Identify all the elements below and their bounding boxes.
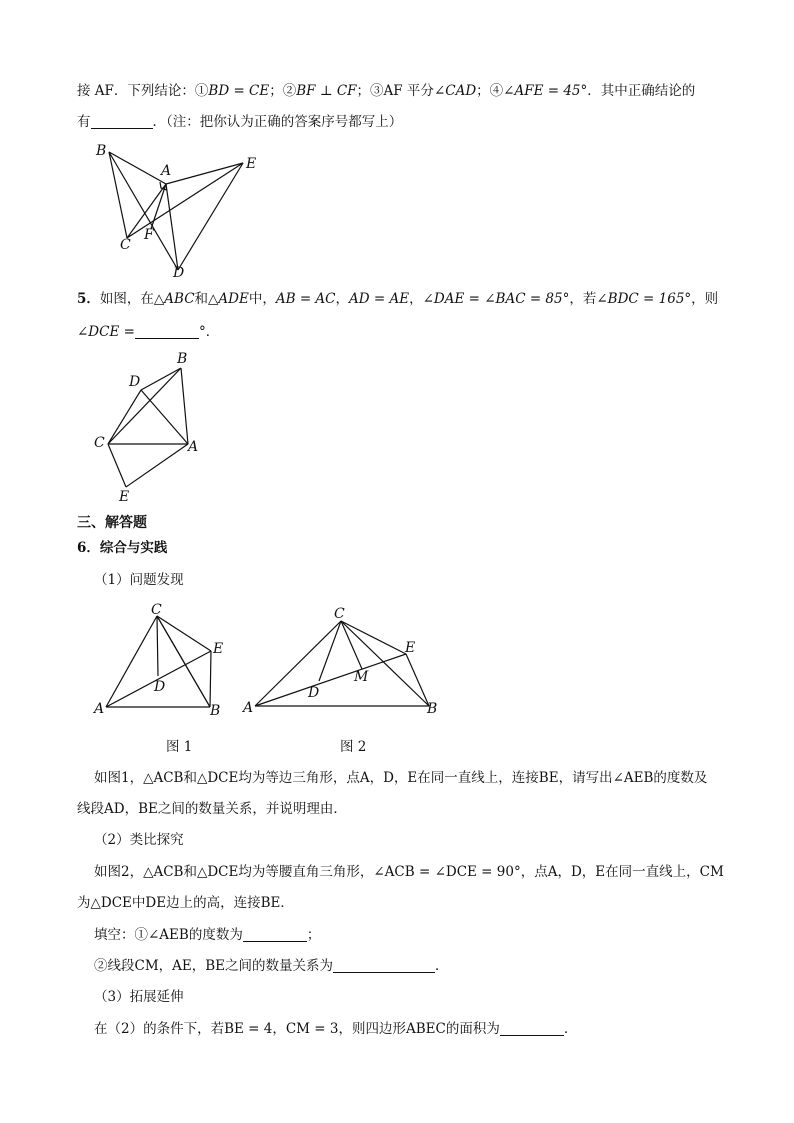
svg-text:B: B	[210, 703, 221, 719]
q6-part2-title: （2）类比探究	[94, 832, 184, 848]
q6-part2-text-line2: 为△DCE中DE边上的高，连接BE．	[77, 895, 294, 911]
q6-part1-title: （1）问题发现	[94, 572, 184, 588]
section-title: 三、解答题	[77, 515, 147, 531]
q4-figure-labels	[95, 143, 256, 281]
q6-part2-text-line1: 如图2，△ACB和△DCE均为等腰直角三角形，∠ACB = ∠DCE = 90°，点A，D，E在同一直线上，CM	[94, 864, 724, 880]
q6-fill-item2: ②线段CM，AE，BE之间的数量关系为 ．	[94, 958, 449, 974]
svg-text:A: A	[243, 700, 254, 716]
q4-statement-line2: 有 ．（注：把你认为正确的答案序号都写上）	[77, 114, 403, 130]
q5-statement-line2: ∠DCE = °．	[77, 324, 220, 340]
svg-text:E: E	[213, 641, 224, 657]
q4-statement-line1: 接 AF．下列结论：①BD = CE；②BF ⊥ CF；③AF 平分∠CAD；④∠AFE = 45°．其中正确结论的	[77, 83, 696, 99]
svg-text:D: D	[173, 265, 185, 281]
answer-blank[interactable]	[91, 114, 153, 129]
q4-figure	[90, 138, 270, 283]
svg-text:C: C	[334, 606, 345, 622]
svg-text:C: C	[94, 435, 105, 451]
answer-blank[interactable]	[135, 324, 199, 339]
svg-text:C: C	[151, 602, 162, 618]
figure1-caption: 图 1	[166, 739, 193, 755]
q6-figure1	[92, 600, 232, 720]
answer-blank[interactable]	[333, 958, 435, 973]
svg-text:F: F	[144, 227, 154, 243]
svg-text:E: E	[246, 156, 257, 172]
svg-text:E: E	[405, 640, 416, 656]
svg-text:M: M	[354, 669, 369, 685]
answer-blank[interactable]	[500, 1021, 564, 1036]
q6-fill-item1: 填空：①∠AEB的度数为 ；	[94, 927, 321, 943]
answer-blank[interactable]	[243, 927, 307, 942]
svg-text:D: D	[308, 685, 320, 701]
svg-text:A: A	[188, 439, 199, 455]
svg-text:A: A	[94, 701, 105, 717]
svg-text:B: B	[96, 143, 107, 159]
svg-text:E: E	[119, 489, 130, 505]
svg-text:B: B	[427, 701, 438, 717]
q6-title: 6．综合与实践	[77, 540, 168, 556]
q6-part1-text-line2: 线段AD，BE之间的数量关系，并说明理由．	[77, 801, 347, 817]
q6-figure2	[240, 600, 445, 720]
q5-figure	[88, 348, 213, 508]
q6-part3-title: （3）拓展延伸	[94, 989, 184, 1005]
figure2-caption: 图 2	[340, 739, 367, 755]
q6-part1-text-line1: 如图1，△ACB和△DCE均为等边三角形，点A，D，E在同一直线上，连接BE，请写出∠AEB的度数及	[94, 770, 708, 786]
q5-statement-line1: 5．如图，在△ABC和△ADE中，AB = AC，AD = AE，∠DAE = ∠BAC = 85°，若∠BDC = 165°，则	[77, 291, 719, 307]
svg-text:C: C	[120, 237, 131, 253]
svg-text:B: B	[177, 351, 188, 367]
svg-text:D: D	[154, 679, 166, 695]
svg-text:D: D	[129, 374, 141, 390]
q6-part3-text: 在（2）的条件下，若BE = 4，CM = 3，则四边形ABEC的面积为 ．	[94, 1021, 578, 1037]
svg-text:A: A	[161, 163, 172, 179]
q5-figure-labels	[94, 351, 198, 505]
